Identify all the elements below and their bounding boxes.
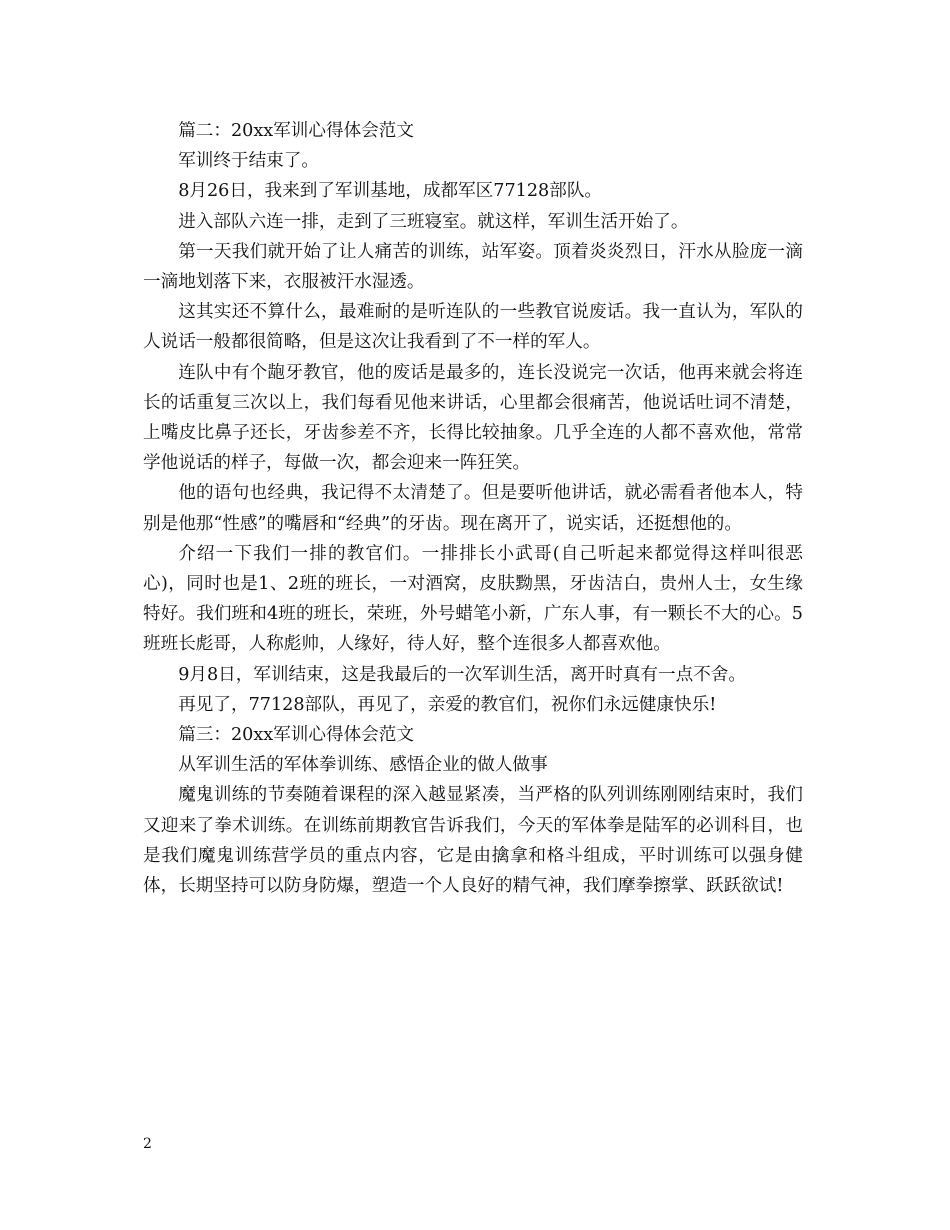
paragraph: 进入部队六连一排，走到了三班寝室。就这样，军训生活开始了。 bbox=[178, 211, 689, 232]
paragraph: 这其实还不算什么，最难耐的是听连队的一些教官说废话。我一直认为，军队的人说话一般都很简略，但是这次让我看到了不一样的军人。 bbox=[143, 302, 803, 353]
paragraph: 魔鬼训练的节奏随着课程的深入越显紧凑，当严格的队列训练刚刚结束时，我们又迎来了拳术训练。在训练前期教官告诉我们，今天的军体拳是陆军的必训科目，也是我们魔鬼训练营学员的重点内容，它是由擒拿和格斗组成，平时训练可以强身健体，长期坚持可以防身防爆，塑造一个人良好的精气神，我们摩拳擦掌、跃跃欲试! bbox=[143, 785, 803, 897]
paragraph: 第一天我们就开始了让人痛苦的训练，站军姿。顶着炎炎烈日，汗水从脸庞一滴一滴地划落下来，衣服被汗水湿透。 bbox=[143, 241, 803, 293]
document-body bbox=[143, 116, 803, 901]
page-number: 2 bbox=[143, 1136, 152, 1152]
paragraph: 再见了，77128部队，再见了，亲爱的教官们，祝你们永远健康快乐! bbox=[178, 694, 717, 715]
paragraph: 8月26日，我来到了军训基地，成都军区77128部队。 bbox=[178, 181, 603, 202]
section-heading-pian-san: 篇三：20xx军训心得体会范文 bbox=[178, 725, 414, 746]
paragraph: 介绍一下我们一排的教官们。一排排长小武哥(自己听起来都觉得这样叫很恶心)，同时也是1、2班的班长，一对酒窝，皮肤黝黑，牙齿洁白，贵州人士，女生缘特好。我们班和4班的班长，荣班，外号蜡笔小新，广东人事，有一颗长不大的心。5班班长彪哥，人称彪帅，人缘好，待人好，整个连很多人都喜欢他。 bbox=[143, 543, 803, 655]
section-subtitle: 从军训生活的军体拳训练、感悟企业的做人做事 bbox=[178, 755, 548, 776]
section-heading-pian-er: 篇二：20xx军训心得体会范文 bbox=[178, 121, 414, 141]
paragraph: 连队中有个龅牙教官，他的废话是最多的，连长没说完一次话，他再来就会将连长的话重复三次以上，我们每看见他来讲话，心里都会很痛苦，他说话吐词不清楚，上嘴皮比鼻子还长，牙齿参差不齐，长得比较抽象。几乎全连的人都不喜欢他，常常学他说话的样子，每做一次，都会迎来一阵狂笑。 bbox=[143, 362, 803, 474]
paragraph: 9月8日，军训结束，这是我最后的一次军训生活，离开时真有一点不舍。 bbox=[178, 664, 746, 685]
paragraph: 他的语句也经典，我记得不太清楚了。但是要听他讲话，就必需看者他本人，特别是他那“性感”的嘴唇和“经典”的牙齿。现在离开了，说实话，还挺想他的。 bbox=[143, 483, 803, 534]
paragraph: 军训终于结束了。 bbox=[178, 151, 319, 172]
